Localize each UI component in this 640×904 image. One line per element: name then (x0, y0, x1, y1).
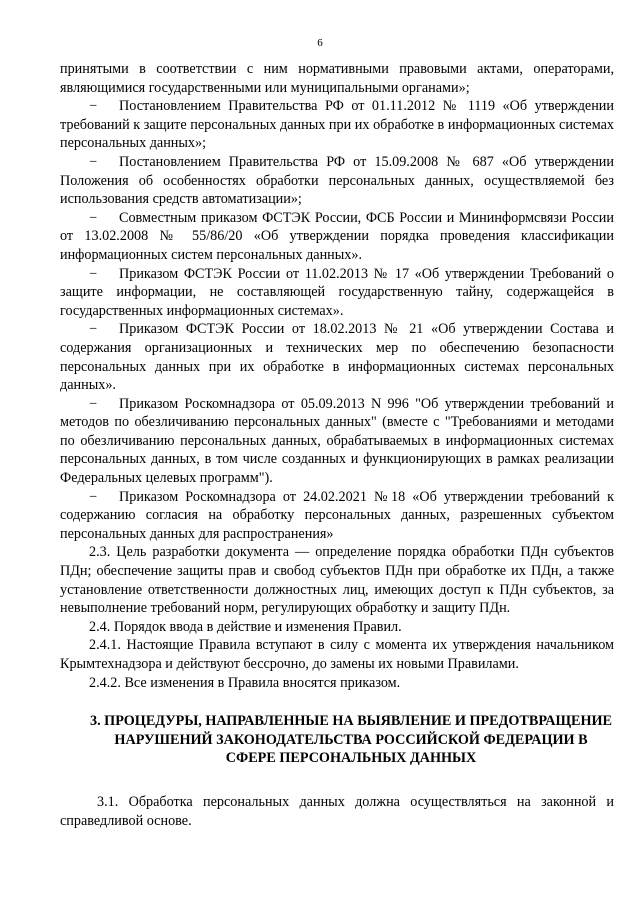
list-item-6 (60, 395, 614, 488)
dash-marker: − (89, 98, 98, 115)
section-2-4: 2.4. Порядок ввода в действие и изменения Правил. (89, 618, 402, 635)
dash-marker: − (89, 209, 98, 226)
list-item-text: Совместным приказом ФСТЭК России, ФСБ России и Мининформсвязи России от 13.02.2008 № 55/86/20 «Об утверждении порядка проведения классификации информационных систем персональных данных». (60, 209, 614, 263)
dash-marker: − (89, 395, 98, 412)
list-item-2 (60, 153, 614, 209)
list-item-text: Приказом Роскомнадзора от 05.09.2013 N 996 "Об утверждении требований и методов по обезличиванию персональных данных" (вместе с "Требованиями и методами по обезличиванию персональных данных, обрабатываемых в информационных системах персональных данных, в том числе созданных и функционирующих в рамках реализации Федеральных целевых программ"). (60, 395, 614, 487)
dash-marker: − (89, 265, 98, 282)
list-item-1 (60, 97, 614, 153)
list-item-5 (60, 320, 614, 394)
document-body (60, 60, 614, 831)
paragraph-continued: принятыми в соответствии с ним нормативными правовыми актами, операторами, являющимися государственными или муниципальными органами»; (60, 61, 614, 96)
dash-marker: − (89, 488, 98, 505)
page-number: 6 (317, 37, 323, 49)
spacer (60, 692, 614, 712)
dash-marker: − (89, 153, 98, 170)
section-2-3: 2.3. Цель разработки документа — определение порядка обработки ПДн субъектов ПДн; обеспечение защиты прав и свобод субъектов ПДн при обработке их ПДн, а также установление ответственности должностных лиц, имеющих доступ к ПДн субъектов, за невыполнение требований норм, регулирующих обработку и защиту ПДн. (60, 544, 614, 617)
list-item-text: Постановлением Правительства РФ от 01.11.2012 № 1119 «Об утверждении требований к защите персональных данных при их обработке в информационных системах персональных данных»; (60, 98, 614, 152)
list-item-7 (60, 488, 614, 544)
list-item-text: Постановлением Правительства РФ от 15.09.2008 № 687 «Об утверждении Положения об особенностях обработки персональных данных, осуществляемой без использования средств автоматизации»; (60, 153, 614, 208)
section-3-1: 3.1. Обработка персональных данных должна осуществляться на законной и справедливой основе. (60, 794, 614, 829)
section-3-heading: 3. ПРОЦЕДУРЫ, НАПРАВЛЕННЫЕ НА ВЫЯВЛЕНИЕ И ПРЕДОТВРАЩЕНИЕ НАРУШЕНИЙ ЗАКОНОДАТЕЛЬСТВА РОССИЙСКОЙ ФЕДЕРАЦИИ В СФЕРЕ ПЕРСОНАЛЬНЫХ ДАННЫХ (89, 713, 613, 766)
list-item-4 (60, 265, 614, 321)
dash-marker: − (89, 321, 98, 338)
section-2-4-2: 2.4.2. Все изменения в Правила вносятся приказом. (89, 674, 401, 691)
list-item-text: Приказом ФСТЭК России от 18.02.2013 № 21 «Об утверждении Состава и содержания организационных и технических мер по обеспечению безопасности персональных данных при их обработке в информационных системах персональных данных». (60, 321, 614, 394)
list-item-3 (60, 209, 614, 265)
list-item-text: Приказом ФСТЭК России от 11.02.2013 № 17 «Об утверждении Требований о защите информации, не составляющей государственную тайну, содержащейся в государственных информационных системах». (60, 265, 614, 319)
section-2-4-1: 2.4.1. Настоящие Правила вступают в силу с момента их утверждения начальником Крымтехнадзора и действуют бессрочно, до замены их новыми Правилами. (60, 637, 614, 672)
spacer (60, 767, 614, 793)
list-item-text: Приказом Роскомнадзора от 24.02.2021 №18 «Об утверждении требований к содержанию согласия на обработку персональных данных, разрешенных субъектом персональных данных для распространения» (60, 488, 614, 542)
